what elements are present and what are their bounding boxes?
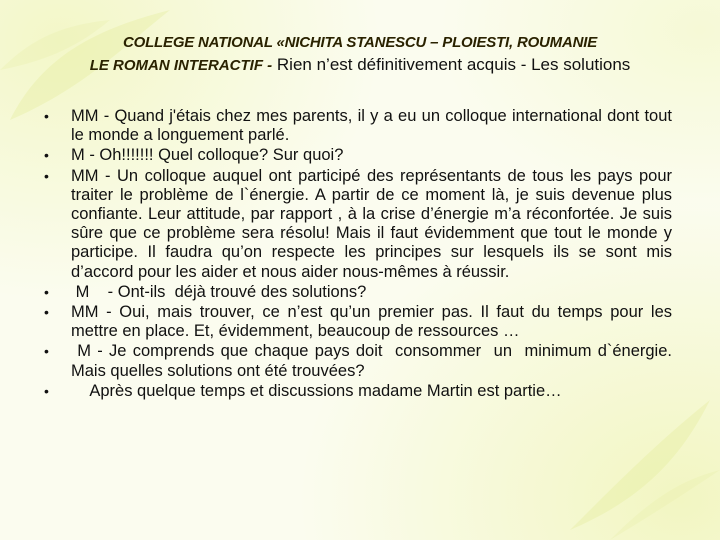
bullet-icon: •: [44, 147, 49, 164]
list-item: [44, 107, 672, 145]
dialogue-line: MM - Quand j'étais chez mes parents, il y a eu un colloque international dont tout le monde a longuement parlé.: [71, 107, 672, 145]
subtitle-text: Rien n’est définitivement acquis - Les solutions: [276, 55, 631, 74]
bullet-icon: •: [44, 343, 49, 360]
list-item: [44, 146, 672, 165]
list-item: [44, 382, 672, 401]
dialogue-line: M - Oh!!!!!!! Quel colloque? Sur quoi?: [71, 146, 344, 165]
bullet-icon: •: [44, 283, 49, 300]
list-item: [44, 303, 672, 341]
section-label: LE ROMAN INTERACTIF -: [89, 57, 273, 74]
dialogue-line: MM - Un colloque auquel ont participé des représentants de tous les pays pour traiter le problème de l`énergie. A partir de ce moment là, je suis devenue plus confiante. Leur attitude, par rapport , à la crise d’énergie m’a réconfortée. Je suis sûre que ce problème sera résolu! Mais il faut évidemment que tout le monde y participe. Il faudra qu’on respecte les principes sur lesquels ils se sont mis d’accord pour les aider et nous aider nous-mêmes à réussir.: [71, 166, 672, 281]
school-title: COLLEGE NATIONAL «NICHITA STANESCU – PLOIESTI, ROUMANIE: [122, 34, 598, 51]
dialogue-line: M - Je comprends que chaque pays doit consommer un minimum d`énergie. Mais quelles solutions ont été trouvées?: [71, 342, 682, 380]
list-item: [44, 167, 672, 282]
dialogue-line: MM - Oui, mais trouver, ce n’est qu’un premier pas. Il faut du temps pour les mettre en place. Et, évidemment, beaucoup de ressources …: [71, 303, 672, 341]
bullet-icon: •: [44, 382, 49, 399]
list-item: [44, 342, 682, 380]
dialogue-line: Après quelque temps et discussions madame Martin est partie…: [71, 381, 562, 400]
bullet-icon: •: [44, 108, 49, 124]
slide-header: [40, 33, 680, 77]
bullet-icon: •: [44, 304, 49, 321]
dialogue-list: [44, 107, 682, 402]
decorative-leaf-icon: [560, 380, 720, 540]
bullet-icon: •: [44, 167, 49, 184]
slide-subtitle: [40, 53, 680, 77]
list-item: [44, 283, 672, 302]
dialogue-line: M - Ont-ils déjà trouvé des solutions?: [71, 282, 367, 301]
